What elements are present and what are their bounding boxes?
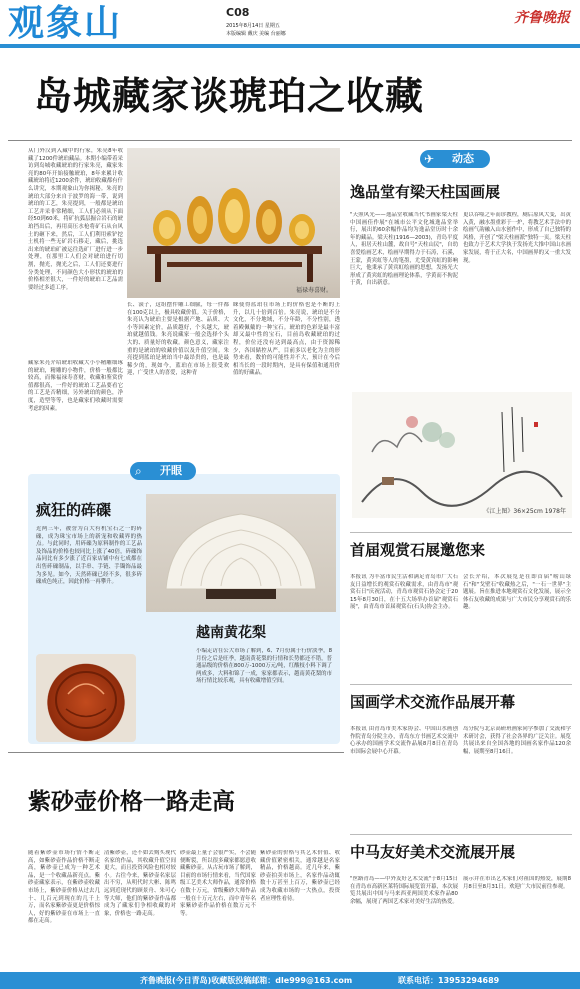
masthead-rule: [0, 44, 580, 48]
zisha-text-1: 随着紫砂壶市场行情不断走高，如紫砂壶作品价格不断走高，紫砂壶已成为一种艺术品，是一个收藏品新亮点。紫砂壶藏家表示，在紫砂壶收藏市场上，紫砂壶价格从过去几十、几百元到现在的几千上万，而名家紫砂壶更是价格惊人，好的紫砂壶在市场上一直都在走高。: [28, 850, 100, 925]
painting-caption: 《江上图》36×25cm 1978年: [483, 508, 566, 515]
kaiyan-headline-1: 疯狂的砗磲: [36, 501, 112, 519]
dongtai-text-3a: 本报讯 由青岛市美术家协会、中国山水画创作院青岛分院主办，青岛东方书画艺术交流中心承办的国画学术交流作品展8月8日在青岛市国际会展中心开幕。: [350, 726, 458, 755]
airplane-icon: ✈: [424, 152, 435, 166]
main-headline: 岛城藏家谈琥珀之收藏: [34, 74, 425, 118]
dongtai-rule-2: [350, 532, 572, 533]
ink-painting-illustration: [352, 392, 572, 518]
kaiyan-headline-2: 越南黄花梨: [196, 625, 266, 641]
dongtai-text-1b: 更以吞噬之年而诊教程，厕后原风大变，出黄入黄，融水墨重彩于一炉，将教艺术手法中的绘画气韵融入山水创作中，形成了自己独特的风格，开创了"梁天柱画派"独特一页。梁天柱也致力于艺术大学执于发扬光大推中国山水画家发展，将于正大名，中国画界的又一重大发现。: [463, 212, 571, 264]
kaiyan-tag: [130, 462, 196, 480]
newspaper-logo: 齐鲁晚报: [514, 10, 570, 26]
amber-carvings-illustration: [127, 148, 340, 298]
dongtai-text-4a: "丝路青岛——中外友好艺术交流"于8月15日在青岛市高新区莱特国际展览馆开幕，本次展览共展出中国与马来西亚两国美术家作品80余幅，展现了两国艺术家对美好生活的热爱。: [350, 876, 458, 905]
masthead: [0, 0, 580, 50]
dongtai-headline-3: 国画学术交流作品展开幕: [350, 693, 516, 711]
footer-bar: [0, 972, 580, 989]
photo-caption: 福禄寿喜财。: [295, 287, 332, 294]
dongtai-headline-4: 中马友好美术交流展开展: [350, 843, 516, 861]
page-number: C08: [226, 6, 250, 19]
zisha-rule: [8, 752, 344, 753]
dongtai-tag: [420, 150, 490, 168]
amber-article-col1: 从门外汉到入藏中的行家，朱亮8年收藏了1200件琥珀藏品。本期小编带着采访到岛城收藏琥珀的行家朱亮，藏家朱亮的80年开始接触琥珀，8年来累计收藏琥珀将近1200余件，琥珀收藏都有什么讲究，本期观象山为你揭秘。朱亮的琥珀大部分来自于波罗的海一带，说到琥珀的工艺，朱亮提到，一般都是琥珀工艺并采非常精细，工人们必须从下面经50到60米，将矿抗弧层掘合岩石的琥珀挡出后，再用高压水枪将矿石从台风土的砸下来，然后，工人们利用索铲挖土机将一些无矿岩石移走，藏后，挑选出来的琥珀矿被运往选矿厂进行进一步处理，在那里工人们会对琥珀进行切割，抛光，抛光之后，工人们还要进行分类处理，不同颜色大小形状的琥珀的价格相差很大，一件好的琥珀工艺品需要经过多道工序。: [28, 148, 123, 291]
dongtai-text-2a: 本报讯 为丰富市民生活和满足青岛市广大石友日益增长的观赏石收藏需求，由青岛市"观赏石日"庆祝活动，青岛市观赏石协会定于2015年8月30日，在十五大场举办首届"观赏石展"，由青岛市首届观赏石(石头)协会主办。: [350, 574, 458, 611]
magnifier-icon: ⌕: [135, 464, 142, 478]
amber-photo: [127, 148, 340, 298]
issue-date: 2015年8月14日 星期五: [226, 23, 280, 29]
amber-article-col3: 睐使得蓝珀在市场上的价格也是不断的上升，以几十倍到百倍。朱亮说，琥珀是不分文化，不分地域，不分年龄，不分性别，透着殿佩戴的一种宝石。琥珀的色彩是最丰富却又最中性的宝石，目前岛收藏琥珀的过程，价位还没有达到最高点，由于资源稀少，各国储控从严，目前多以老化为主的形势来看，数价的可能性并不大，预计在今后相当长的一段时期内，是具有保值和通用价值的好藏品。: [233, 302, 340, 377]
page-editors: 本版编辑 戴庆 美编 台丽娜: [226, 31, 286, 37]
clam-shell-illustration: [146, 494, 336, 612]
landscape-painting: [352, 392, 572, 518]
rosewood-carving-photo: [36, 654, 136, 742]
clam-shell-photo: [146, 494, 336, 612]
section-title: 观象山: [8, 3, 123, 44]
dongtai-rule-4: [350, 834, 572, 835]
footer-email: 齐鲁晚报(今日青岛)收藏版投稿邮箱：dle999@163.com: [140, 976, 353, 985]
dongtai-text-4b: 展示并在市出艺术家们对祖国的热爱，展期8月8日至8月31日。欢迎广大市民前往参观。: [463, 876, 571, 890]
kaiyan-text-2: 小编走访在公大市场了解到，6、7月份属于行价淡季，8月份之后是旺季，越南黄花梨的行情和长势都还不错，普通品级的价格在800万-1000万元/吨，红酸枝小料下调了两成多，大料和锦了一成，家家都表示，越南黄花梨的市场行情比较乐观，具有收藏增值空间。: [196, 648, 332, 685]
zisha-text-3: 砂壶最上量子会很严实，不会随便断裂，所以很多藏家都愿意收藏紫砂壶。从古玩市场了解到，目前的市场行情来看，当代国家级工艺美术大师作品，通常价格在数十万元，省级紫砂大师作品一般在十万元左右，而中青年名家紫砂壶作品价格在数万元不等。: [180, 850, 256, 917]
dongtai-tag-label: 动态: [452, 152, 474, 165]
zisha-text-4: 紫砂壶的价格与其艺术价值、收藏价值紧密相关，通常越是名家精品，价格越高。近几年来，紫砂壶拍卖市场上，名家作品动辄数十万甚至上百万，紫砂壶已经成为收藏市场的一大热点，投资者应理性看待。: [260, 850, 340, 902]
footer-phone: 联系电话：13953294689: [398, 976, 500, 985]
zisha-headline: 紫砂壶价格一路走高: [28, 789, 235, 815]
dongtai-text-2b: 会长介绍，本次展览是在即首届"崂山绿石"和"戈壁石"收藏热之后，"一石一世界"主题展。旨在推进本地观赏石文化发展，展示全体石友收藏的成果与广大市民分享观赏石的乐趣。: [463, 574, 571, 611]
kaiyan-tag-label: 开眼: [160, 464, 182, 477]
dongtai-headline-2: 首届观赏石展邀您来: [350, 541, 486, 559]
dongtai-text-3b: 岛分院与北京高研班画家同学参加了交流和学术研讨会，获得了社会各界的广泛关注。展览共展出来自全国各地的国画名家作品120余幅，展期至8月16日。: [463, 726, 571, 755]
kaiyan-text-1: 近两三年，被誉为百大有机宝石之一的砗磲，成为珠宝市场上的新宠和收藏界的热点。与此同时，用砗磲为原料制作的工艺品及饰品的价格也较同比上涨了40倍，砗磲饰品同比有多少涨了近百家店铺中有七成都在出售砗磲制品，以手串、手链、手镯饰品最为多见。如今，天然砗磲已经不多，很多砗磲成色纯正，因此价格一再攀升。: [36, 526, 142, 586]
amber-article-col1b: 藏家朱亮介绍琥珀收藏大小小精雕细琢的琥珀，精雕的小物件，价格一般都比较高，而像福禄寿喜财，收藏和鉴赏价值都很高，一件好的琥珀工艺品要看它的工艺是否精细，另外琥珀的颜色，净度，造型等等，也是藏家们收藏时需要考虑的因素。: [28, 360, 123, 412]
dongtai-headline-1: 逸品堂有梁天柱国画展: [350, 183, 501, 201]
dongtai-rule-3: [350, 684, 572, 685]
headline-rule: [8, 140, 572, 141]
amber-article-col2: 长、滚子，这组摆件雕工细腻，每一件都在100克以上，极具收藏价值。关于价格，朱亮认为琥珀主要是根据产地、品质、大小等因素定价，品质越好，个头越大，琥珀就越值钱。朱亮说藏家一般会选择个头大的、质量好的收藏。颜色意义，藏家注重的是琥珀的收藏价值以及升值空间。朱亮提到蓝珀是琥珀当中最昂贵的，也是最稀少的，现如今，蓝珀在市场上很受欢迎，广受世人的喜爱，这种青: [127, 302, 229, 377]
dongtai-text-1a: "天照风光——逸品堂收藏当代书画家梁天柱中国画佳作展"在城市公平文化城逸品堂举行，展出的60余幅作品均为逸品堂历时十余年的藏品。梁天柱(1916—2003)，青岛平度人，祖居天柱山麓，故自号"天柱山民"，自幼喜爱绘画艺术，绘画早期得力于石涛，石溪，王蒙，黄宾虹等人的笔墨，尤受黄宾虹的影响巨大，他秉承了黄宾虹绘画的思想，发扬光大形成了黄宾虹的绘画理论体系，学黄而不拘泥于黄，自出新意。: [350, 212, 458, 287]
carved-wood-illustration: [36, 654, 136, 742]
zisha-text-2: 清紫砂壶，还不如去购买现代名家的作品，其收藏升值空间更大，而且投资风险也相对较小。古往今来，紫砂壶名家层出不穷，从明代时大彬、陈鸣远到近现代的顾景舟、朱可心等大师，他们的紫砂壶作品都成为了藏家们争相收藏的对象，价格也一路走高。: [104, 850, 176, 917]
